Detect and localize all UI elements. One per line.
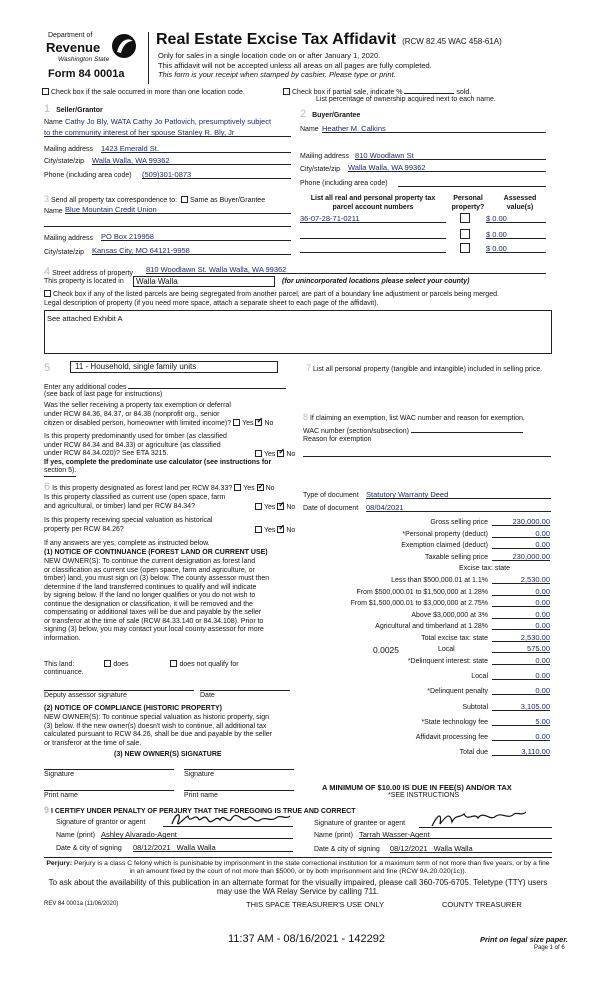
logo-state: Washington State	[58, 56, 110, 63]
alt-format-text: To ask about the availability of this publication in an alternate format for the visually impaired, please call 360-705-6705. Teletype (TTY) users may use the WA Relay Service by calling 711.	[48, 878, 548, 896]
tax-line-value[interactable]: 0.00	[492, 529, 550, 538]
section-7-number: 7	[306, 363, 312, 373]
street-address[interactable]: 810 Woodlawn St. Walla Walla, WA 99362	[146, 265, 546, 274]
grantee-city: Walla Walla	[433, 844, 473, 853]
print-label-1: Print name	[44, 792, 78, 799]
q2-line1: Is this property predominantly used for timber (as classified	[44, 433, 227, 440]
grantee-date: 08/12/2021	[390, 844, 428, 853]
tax-line-label: Exemption claimed (deduct)	[401, 542, 488, 550]
grantor-name[interactable]: Ashley Alvarado-Agent	[101, 830, 293, 839]
section-8-number: 8	[303, 412, 309, 422]
section-5-number: 5	[44, 362, 51, 374]
corr-address[interactable]: PO Box 219958	[101, 232, 291, 241]
codes-input[interactable]	[128, 382, 286, 389]
deputy-label: Deputy assessor signature	[44, 692, 127, 699]
grantor-date-label: Date & city of signing	[56, 845, 122, 852]
doc-type[interactable]: Statutory Warranty Deed	[366, 490, 551, 499]
tax-line-value[interactable]: 0.00	[492, 610, 550, 619]
sig-grantor-label: Signature of grantor or agent	[56, 819, 146, 826]
buyer-address[interactable]: 810 Woodlawn St	[355, 151, 546, 160]
buyer-name[interactable]: Heather M. Calkins	[322, 124, 546, 133]
minimum-note: A MINIMUM OF $10.00 IS DUE IN FEE(S) AND/OR TAX	[322, 783, 512, 792]
boundary-label: Check box if any of the listed parcels are being segregated from another parcel, are part of a boundary line adjustment or parcels being merged.	[53, 291, 499, 298]
reason-line-2[interactable]	[303, 462, 551, 471]
tax-line-label: *Personal property (deduct)	[402, 530, 488, 538]
tax-line-label: Local	[471, 673, 488, 681]
seller-name-line1[interactable]: Cathy Jo Bly, WATA Cathy Jo Patlovich, presumptively subject	[65, 117, 272, 126]
cashier-stamp: 11:37 AM - 08/16/2021 - 142292	[228, 933, 385, 945]
does-checkbox[interactable]	[104, 660, 111, 667]
county-treasurer-label: COUNTY TREASURER	[442, 900, 522, 909]
parcel-number[interactable]	[300, 244, 446, 253]
local-rate: 0.0025	[373, 645, 399, 655]
n1text-line: determine if the land transferred continues to qualify and will indicate	[44, 583, 257, 591]
revenue-swoosh-icon	[110, 32, 138, 60]
tax-line-label: From $1,500,000.01 to $3,000,000 at 2.75%	[350, 600, 488, 608]
section-2-number: 2	[300, 108, 307, 120]
n1text-line: by signing below. If the land no longer qualifies or you do not wish to	[44, 592, 256, 599]
buyer-city-label: City/state/zip	[300, 166, 341, 173]
corr-name-extra[interactable]	[44, 218, 291, 227]
multi-location-label: Check box if the sale occurred in more than one location code.	[51, 89, 245, 96]
s6-q2-no-checkbox[interactable]	[277, 503, 284, 510]
assessed-head2: value(s)	[506, 203, 534, 211]
n2text-line: NEW OWNER(S): To continue special valuation as historic property, sign	[44, 714, 269, 721]
q2-no-checkbox[interactable]	[277, 450, 284, 457]
tax-line-value[interactable]: 2,530.00	[492, 633, 550, 642]
multi-location-row	[42, 88, 245, 98]
not-qualify-label: does not qualify for	[179, 661, 239, 668]
seller-phone-label: Phone (including area code)	[44, 172, 132, 179]
n2text-line: or transferor at the time of sale.	[44, 739, 142, 747]
same-as-buyer-checkbox[interactable]	[181, 196, 188, 203]
grantee-name[interactable]: Tarrah Wasser-Agent	[359, 830, 552, 839]
s6-q1-no-checkbox[interactable]	[257, 484, 264, 491]
notice1-heading: (1) NOTICE OF CONTINUANCE (FOREST LAND OR CURRENT USE)	[44, 549, 268, 556]
seller-addr-label: Mailing address	[44, 146, 94, 153]
n1text-line: timber) land, you must sign on (3) below. The county assessor must then	[44, 575, 270, 582]
print-label-2: Print name	[184, 792, 218, 799]
q1-yes-checkbox[interactable]	[233, 419, 240, 426]
seller-city-label: City/state/zip	[44, 158, 85, 165]
claim-label: If claiming an exemption, list WAC number and reason for exemption.	[309, 415, 525, 422]
tax-line-value[interactable]: 3,105.00	[492, 702, 550, 711]
personal-property-checkbox[interactable]	[460, 229, 470, 239]
grantee-name-label: Name (print)	[314, 832, 353, 839]
s6-q3-line1: Is this property receiving special valuation as historical	[44, 517, 213, 524]
tax-line-value[interactable]: 0.00	[492, 686, 550, 695]
s6-q3-no-label: No	[286, 526, 296, 534]
tax-line-label: Above $3,000,000 at 3%	[411, 611, 488, 619]
seller-address[interactable]: 1423 Emerald St.	[101, 144, 291, 153]
header-sub2: This affidavit will not be accepted unless all areas on all pages are fully completed.	[158, 60, 432, 70]
sold-label: sold.	[456, 89, 472, 96]
q2-note1: If yes, complete the predominate use calculator (see instructions for	[44, 458, 272, 466]
wac-input[interactable]	[411, 426, 523, 433]
seller-heading: Seller/Grantor	[56, 107, 103, 114]
s6-q2-line1: Is this property classified as current use (open space, farm	[44, 494, 226, 501]
s6-q1: Is this property designated as forest land per RCW 84.33?	[52, 485, 233, 492]
form-title: Real Estate Excise Tax Affidavit	[156, 31, 397, 48]
grantor-city: Walla Walla	[176, 843, 216, 852]
tax-line-label: Taxable selling price	[424, 553, 488, 561]
located-in-label: This property is located in	[44, 278, 124, 285]
notice2-heading: (2) NOTICE OF COMPLIANCE (HISTORIC PROPERTY)	[44, 705, 222, 712]
section-3-number: 3	[44, 194, 50, 204]
boundary-checkbox[interactable]	[44, 290, 51, 297]
q2-yes-label: Yes	[264, 451, 276, 458]
owner-print-line-2[interactable]	[184, 782, 294, 791]
s6-q2-no-label: No	[286, 503, 296, 511]
parcel-number[interactable]: 36-07-28-71-0211	[300, 214, 446, 223]
n1text-line: or transferor at the time of sale (RCW 84.33.140 or 84.34.108). Prior to	[44, 617, 264, 625]
s6-q3-yes-label: Yes	[264, 526, 276, 534]
revenue-logo	[40, 30, 150, 88]
corr-addr-label: Mailing address	[44, 235, 94, 242]
section-6-number: 6	[44, 481, 51, 493]
n1text-line: continue the designation or classification, it will be removed and the	[44, 600, 253, 608]
legal-label: Legal description of property (if you need more space, attach a separate sheet to each page of the affidavit).	[44, 300, 379, 307]
tax-line-label: *Delinquent penalty	[427, 688, 488, 696]
header-sub1: Only for sales in a single location code on or after January 1, 2020.	[158, 51, 381, 60]
q2-line3: under RCW 84.34.020)? See ETA 3215.	[44, 450, 169, 457]
perjury-text: Perjury is a class C felony which is punishable by imprisonment in the state correctional institution for a maximum term of not more than five years, or by a fine in an amount fixed by the court of not more than $5000, or by both imprisonment and fine (RCW 9A.20.020(1c)).	[73, 860, 550, 875]
s6-q1-yes-checkbox[interactable]	[234, 484, 241, 491]
land-use-value: 11 - Household, single family units	[75, 362, 197, 371]
q2-no-label: No	[286, 451, 296, 458]
continuance-label: continuance.	[44, 669, 84, 676]
logo-dept: Department of	[48, 32, 93, 39]
does-label: does	[113, 661, 129, 668]
assessed-head1: Assessed	[503, 195, 537, 202]
perjury-bold: Perjury:	[46, 860, 73, 867]
personal-property-checkbox[interactable]	[460, 213, 470, 223]
n2text-line: calculated pursuant to RCW 84.26, shall be due and payable by the seller	[44, 731, 273, 738]
n2text-line: (3) below. If the new owner(s) doesn't wish to continue, all additional tax	[44, 722, 267, 730]
assessed-value[interactable]: $ 0.00	[486, 230, 546, 239]
buyer-city[interactable]: Walla Walla, WA 99362	[348, 163, 546, 172]
location-value: Walla Walla	[136, 277, 178, 286]
section-4-number: 4	[44, 266, 51, 278]
this-land-label: This land:	[44, 661, 75, 668]
corr-city[interactable]: Kansas City, MO 64121-9958	[92, 246, 291, 255]
personal-head1: Personal	[453, 195, 483, 202]
tax-line-value[interactable]: 0.00	[492, 621, 550, 630]
corr-label: Send all property tax correspondence to:	[50, 197, 178, 204]
n1text-line: NEW OWNER(S): To continue the current designation as forest land	[44, 558, 256, 565]
corr-name[interactable]: Blue Mountain Credit Union	[65, 205, 291, 214]
not-qualify-checkbox[interactable]	[170, 660, 177, 667]
parcel-head1: List all real and personal property tax	[310, 195, 436, 202]
section-1-number: 1	[44, 103, 51, 115]
tax-line-value[interactable]: 0.00	[492, 598, 550, 607]
doc-date[interactable]: 08/04/2021	[366, 503, 551, 512]
s7-line-1[interactable]	[306, 388, 550, 397]
deputy-signature-line[interactable]	[44, 682, 194, 691]
buyer-addr-label: Mailing address	[300, 153, 350, 160]
seller-name-label: Name	[44, 119, 63, 126]
form-number: Form 84 0001a	[48, 68, 125, 80]
codes-note: (see back of last page for instructions)	[44, 391, 163, 398]
legal-paper-note: Print on legal size paper.	[480, 935, 568, 944]
tax-line-label: Total excise tax: state	[421, 635, 488, 642]
tax-line-value[interactable]: 0.00	[492, 587, 550, 596]
s6-q2-line2: and agricultural, or timber) land per RCW 84.34?	[44, 502, 195, 510]
reason-label: Reason for exemption	[303, 436, 372, 443]
see-instructions: *SEE INSTRUCTIONS	[388, 792, 460, 799]
s6-q3-yes-checkbox[interactable]	[255, 526, 262, 533]
doc-type-label: Type of document	[303, 492, 359, 499]
q1-line1: Was the seller receiving a property tax exemption or deferral	[44, 402, 231, 409]
n1text-line: compensating or additional taxes will be due and payable by the seller	[44, 609, 262, 616]
deputy-date-line[interactable]	[200, 682, 290, 691]
owner-signature-line-1[interactable]	[44, 761, 174, 770]
legal-description-box[interactable]	[44, 310, 552, 354]
grantor-name-label: Name (print)	[56, 832, 95, 839]
form-rcw: (RCW 82.45 WAC 458-61A)	[402, 37, 502, 46]
tax-line-label: From $500,000.01 to $1,500,000 at 1.28%	[356, 588, 488, 596]
local-value[interactable]: 575.00	[492, 644, 550, 653]
street-label: Street address of property	[52, 270, 134, 277]
tax-line-value[interactable]: 5.00	[492, 717, 550, 726]
corr-city-label: City/state/zip	[44, 249, 85, 256]
s6-q1-no-label: No	[265, 485, 275, 492]
sig-grantee-label: Signature of grantee or agent	[314, 820, 406, 827]
q2-line2: under RCW 84.34 and 84.33) or agriculture (as classified	[44, 441, 221, 449]
location-select[interactable]	[133, 276, 275, 287]
deputy-date-label: Date	[200, 692, 215, 699]
s6-q2-yes-checkbox[interactable]	[255, 503, 262, 510]
seller-city[interactable]: Walla Walla, WA 99362	[92, 156, 291, 165]
page-number: Page 1 of 6	[534, 945, 565, 951]
sig-label-2: Signature	[184, 771, 214, 778]
tax-line-value[interactable]: 3,110.00	[492, 747, 550, 756]
notice1-text	[44, 558, 304, 643]
tax-line-value[interactable]: 0.00	[492, 671, 550, 680]
q2-yes-checkbox[interactable]	[255, 450, 262, 457]
q2-note2: section 5).	[44, 467, 76, 477]
grantor-date: 08/12/2021	[133, 843, 171, 852]
reason-line-1[interactable]	[303, 448, 551, 457]
seller-name-line2[interactable]: to the community interest of her spouse Stanley R. Bly, Jr	[44, 128, 291, 137]
tax-line-label: Less than $500,000.01 at 1.1%	[391, 577, 488, 584]
buyer-phone[interactable]	[398, 178, 546, 187]
parcel-number[interactable]	[300, 230, 446, 239]
tax-line-label: *Delinquent interest: state	[407, 658, 488, 665]
q1-line3: citizen or disabled person, homeowner with limited income)?	[44, 420, 232, 427]
legal-description-value: See attached Exhibit A	[47, 314, 123, 323]
n1text-line: information.	[44, 634, 81, 642]
personal-head2: property?	[451, 203, 485, 211]
tax-line-value[interactable]: 230,000.00	[492, 517, 550, 526]
grantor-date-city[interactable]	[133, 843, 293, 852]
q1-no-checkbox[interactable]	[255, 419, 262, 426]
q1-line2: under RCW 84.36, 84.37, or 84.38 (nonprofit org., senior	[44, 410, 220, 418]
buyer-phone-label: Phone (including area code)	[300, 180, 388, 187]
tax-line-value[interactable]: 0.00	[492, 732, 550, 741]
assessed-value[interactable]: $ 0.00	[486, 244, 546, 253]
corr-name-label: Name	[44, 208, 63, 215]
grantee-signature-scribble	[428, 808, 528, 830]
grantee-date-label: Date & city of signing	[314, 846, 380, 853]
s6-q3-no-checkbox[interactable]	[277, 526, 284, 533]
tax-line-value[interactable]: 230,000.00	[492, 552, 550, 561]
grantee-date-city[interactable]	[390, 844, 552, 853]
s6-q2-yes-label: Yes	[264, 503, 276, 511]
q1-no-label: No	[264, 420, 274, 427]
s6-any: If any answers are yes, complete as instructed below.	[44, 540, 210, 547]
partial-sale-label: Check box if partial sale, indicate %	[292, 89, 403, 96]
logo-revenue: Revenue	[46, 40, 101, 55]
s6-q1-yes-label: Yes	[243, 485, 255, 492]
list-pct: List percentage of ownership acquired next to each name.	[316, 96, 496, 103]
doc-date-label: Date of document	[303, 505, 359, 512]
notice3-heading: (3) NEW OWNER(S) SIGNATURE	[114, 751, 222, 758]
section-9-number: 9	[44, 805, 50, 815]
multi-location-checkbox[interactable]	[42, 88, 49, 95]
tax-line-label: Agricultural and timberland at 1.28%	[375, 623, 488, 631]
grantor-signature-scribble	[168, 808, 293, 830]
location-note: (for unincorporated locations please select your county)	[282, 278, 470, 285]
codes-label: Enter any additional codes	[44, 384, 127, 391]
land-use-select[interactable]	[70, 361, 278, 373]
partial-sale-checkbox[interactable]	[283, 88, 290, 95]
local-label: Local	[438, 646, 455, 653]
sig-label-1: Signature	[44, 771, 74, 778]
s7-text: List all personal property (tangible and intangible) included in selling price.	[312, 366, 543, 373]
wac-label: WAC number (section/subsection)	[303, 428, 409, 435]
treasurer-label: THIS SPACE TREASURER'S USE ONLY	[246, 900, 385, 909]
tax-line-value[interactable]: 2,530.00	[492, 575, 550, 584]
buyer-name-label: Name	[300, 126, 319, 133]
same-as-buyer-label: Same as Buyer/Grantee	[190, 197, 266, 204]
owner-signature-line-2[interactable]	[184, 761, 294, 770]
tax-line-label: Gross selling price	[430, 519, 488, 526]
assessed-value[interactable]: $ 0.00	[486, 214, 546, 223]
personal-property-checkbox[interactable]	[460, 243, 470, 253]
s6-q3-line2: property per RCW 84.26?	[44, 525, 124, 533]
tax-line-value[interactable]: 0.00	[492, 540, 550, 549]
certify-text: I CERTIFY UNDER PENALTY OF PERJURY THAT THE FOREGOING IS TRUE AND CORRECT	[50, 808, 356, 815]
n1text-line: signing (3) below, you may contact your local county assessor for more	[44, 626, 264, 633]
tax-line-value[interactable]: 0.00	[492, 656, 550, 665]
tax-line-label: Affidavit processing fee	[415, 734, 488, 741]
owner-print-line-1[interactable]	[44, 782, 174, 791]
parcel-head2: parcel account numbers	[332, 203, 414, 211]
q1-yes-label: Yes	[242, 420, 254, 427]
tax-line-label: Subtotal	[462, 703, 488, 711]
tax-line-label: Total due	[459, 749, 488, 757]
buyer-heading: Buyer/Grantee	[312, 112, 361, 119]
header-sub3: This form is your receipt when stamped by cashier. Please type or print.	[158, 70, 396, 79]
revision-label: REV 84 0001a (11/06/2020)	[44, 901, 119, 907]
n1text-line: or classification as current use (open space, farm and agriculture, or	[44, 566, 255, 574]
tax-line-label: Excise tax: state	[459, 565, 510, 573]
notice2-text	[44, 714, 304, 748]
seller-phone[interactable]: (509)301-0873	[142, 170, 291, 179]
tax-line-label: *State technology fee	[421, 718, 488, 726]
